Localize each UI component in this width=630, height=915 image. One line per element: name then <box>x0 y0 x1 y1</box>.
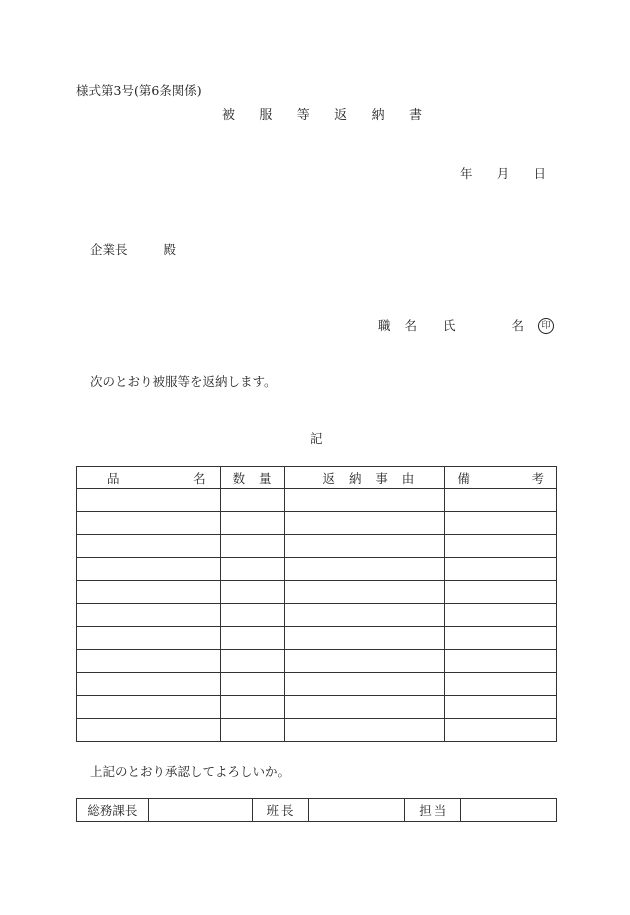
sender-shimei-na: 名 <box>511 318 525 333</box>
quantity-cell <box>220 558 284 581</box>
approval-label-staff: 担 当 <box>405 799 461 822</box>
table-row <box>77 604 557 627</box>
remarks-cell <box>445 719 557 742</box>
reason-cell <box>284 489 445 512</box>
reason-cell <box>284 650 445 673</box>
approval-stamp-chief <box>308 799 405 822</box>
remarks-cell <box>445 650 557 673</box>
quantity-cell <box>220 535 284 558</box>
table-row <box>77 627 557 650</box>
table-row <box>77 512 557 535</box>
remarks-cell <box>445 696 557 719</box>
approval-stamp-staff <box>461 799 557 822</box>
reason-cell <box>284 581 445 604</box>
quantity-cell <box>220 696 284 719</box>
date-month-label: 月 <box>496 166 510 181</box>
quantity-cell <box>220 650 284 673</box>
reason-cell <box>284 696 445 719</box>
table-row <box>77 489 557 512</box>
quantity-cell <box>220 512 284 535</box>
item-name-cell <box>77 650 221 673</box>
table-row <box>77 558 557 581</box>
title-char: 納 <box>371 108 385 123</box>
remarks-cell <box>445 558 557 581</box>
item-name-cell <box>77 489 221 512</box>
header-remarks: 備 考 <box>445 467 557 489</box>
table-row <box>77 535 557 558</box>
title-char: 服 <box>259 108 273 123</box>
item-name-cell <box>77 696 221 719</box>
reason-cell <box>284 535 445 558</box>
table-row <box>77 581 557 604</box>
sender-shi: 氏 <box>443 318 456 333</box>
remarks-cell <box>445 627 557 650</box>
title-char: 被 <box>222 108 236 123</box>
title-char: 返 <box>334 108 348 123</box>
item-name-cell <box>77 558 221 581</box>
item-name-cell <box>77 627 221 650</box>
reason-cell <box>284 604 445 627</box>
title-char: 等 <box>296 108 310 123</box>
remarks-cell <box>445 512 557 535</box>
sender-block <box>378 318 554 334</box>
approval-label-general-manager: 総務課長 <box>77 799 149 822</box>
quantity-cell <box>220 489 284 512</box>
reason-cell <box>284 673 445 696</box>
quantity-cell <box>220 673 284 696</box>
header-item-name: 品 名 <box>77 467 221 489</box>
table-row <box>77 719 557 742</box>
reason-cell <box>284 512 445 535</box>
date-year-label: 年 <box>460 166 473 181</box>
approval-text: 上記のとおり承認してよろしいか。 <box>90 764 291 779</box>
item-name-cell <box>77 512 221 535</box>
table-row <box>77 650 557 673</box>
quantity-cell <box>220 581 284 604</box>
sender-shoku-na: 名 <box>404 318 418 333</box>
title-char: 書 <box>408 108 422 123</box>
table-row <box>77 673 557 696</box>
reason-cell <box>284 719 445 742</box>
quantity-cell <box>220 604 284 627</box>
header-reason: 返 納 事 由 <box>284 467 445 489</box>
remarks-cell <box>445 535 557 558</box>
item-table <box>76 466 557 742</box>
remarks-cell <box>445 673 557 696</box>
remarks-cell <box>445 581 557 604</box>
remarks-cell <box>445 489 557 512</box>
ki-label: 記 <box>310 431 323 446</box>
item-name-cell <box>77 719 221 742</box>
item-name-cell <box>77 581 221 604</box>
seal-icon: 印 <box>538 318 554 334</box>
item-name-cell <box>77 535 221 558</box>
document-title <box>222 108 422 124</box>
date-day-label: 日 <box>533 166 546 181</box>
reason-cell <box>284 558 445 581</box>
intro-text: 次のとおり被服等を返納します。 <box>90 374 277 389</box>
item-name-cell <box>77 673 221 696</box>
form-number: 様式第3号(第6条関係) <box>76 83 202 98</box>
date-line <box>460 166 546 182</box>
addressee <box>90 242 176 258</box>
reason-cell <box>284 627 445 650</box>
approval-table <box>76 798 557 822</box>
quantity-cell <box>220 627 284 650</box>
approval-stamp-general-manager <box>148 799 252 822</box>
addressee-name: 企業長 <box>90 242 128 257</box>
approval-label-chief: 班 長 <box>252 799 308 822</box>
remarks-cell <box>445 604 557 627</box>
table-row <box>77 696 557 719</box>
item-table-header <box>77 467 557 489</box>
header-quantity: 数 量 <box>220 467 284 489</box>
sender-shoku: 職 <box>378 318 391 333</box>
quantity-cell <box>220 719 284 742</box>
addressee-honorific: 殿 <box>163 242 177 257</box>
item-name-cell <box>77 604 221 627</box>
